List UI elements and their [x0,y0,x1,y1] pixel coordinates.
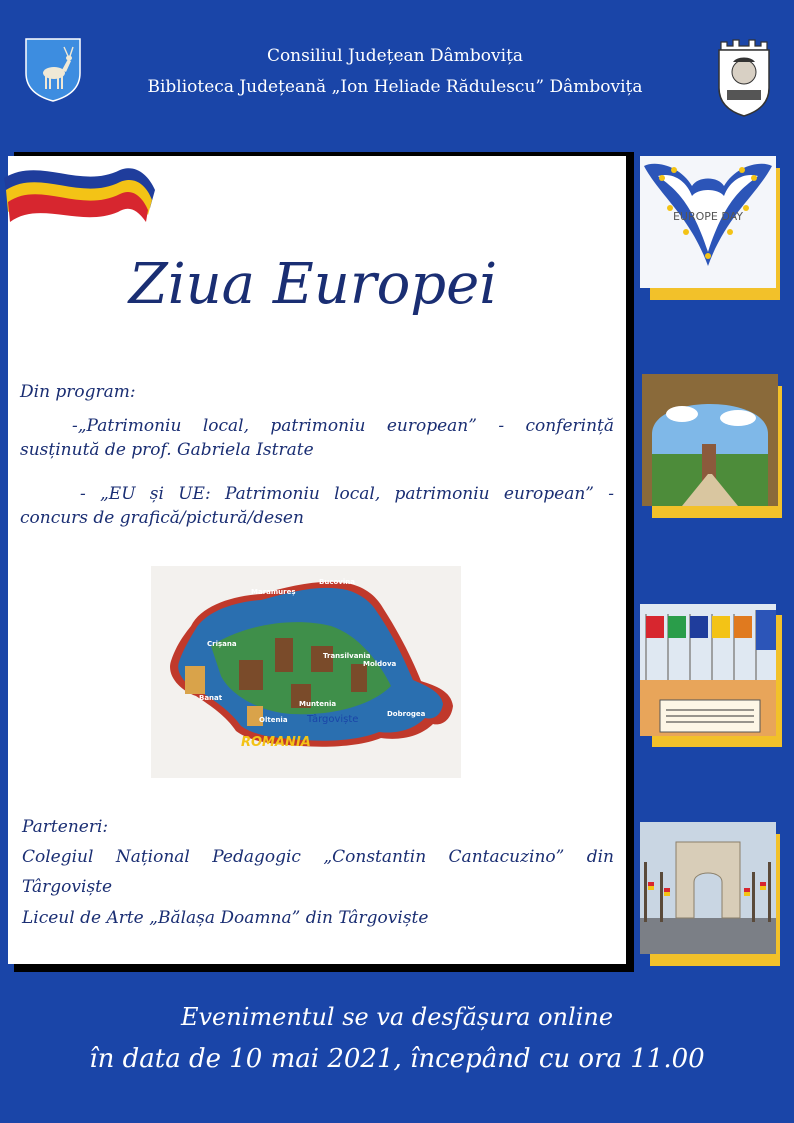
event-date-text: în data de 10 mai 2021, începând cu ora 11.00 [89,1044,705,1074]
tricolor-ribbon-icon [0,160,160,230]
triumphal-arch-image [640,822,776,954]
program-heading: Din program: [20,382,136,402]
county-crest-icon [24,37,82,103]
program-item-1 [20,414,614,462]
program-item-2 [20,482,614,530]
map-city-label: Târgoviște [307,714,359,725]
europe-day-image [640,156,776,288]
partner-item: Liceul de Arte „Bălașa Doamna” din Târgoviște [22,908,429,928]
map-region-label: Banat [199,694,223,702]
header-library-name: Biblioteca Județeană „Ion Heliade Rădulescu” Dâmbovița [147,77,643,97]
map-region-label: Bucovina [319,578,355,586]
map-region-label: Moldova [363,660,397,668]
romania-map-image [151,566,461,778]
program-item-2-text: - „EU și UE: Patrimoniu local, patrimoniu european” - concurs de grafică/pictură/desen [20,484,614,528]
map-region-label: Muntenia [299,700,337,708]
flags-illustration-image [640,604,776,736]
event-online-text: Evenimentul se va desfășura online [180,1003,614,1031]
map-region-label: Crișana [207,640,237,648]
monument-arch-garden-image [642,374,778,506]
europe-day-label: EUROPE DAY [672,210,744,223]
library-crest-icon [715,34,773,118]
partners-heading: Parteneri: [22,817,109,837]
map-country-label: ROMANIA [241,735,311,750]
header-council-name: Consiliul Județean Dâmbovița [266,46,524,66]
page-title: Ziua Europei [128,252,498,317]
map-region-label: Dobrogea [387,710,426,718]
map-region-label: Oltenia [259,716,288,724]
program-item-1-text: -„Patrimoniu local, patrimoniu european” - conferință susținută de prof. Gabriela Istrate [20,416,614,460]
map-region-label: Maramureș [251,588,296,596]
map-region-label: Transilvania [323,652,371,660]
partner-item: Colegiul Național Pedagogic „Constantin Cantacuzino” din Târgoviște [22,847,614,897]
